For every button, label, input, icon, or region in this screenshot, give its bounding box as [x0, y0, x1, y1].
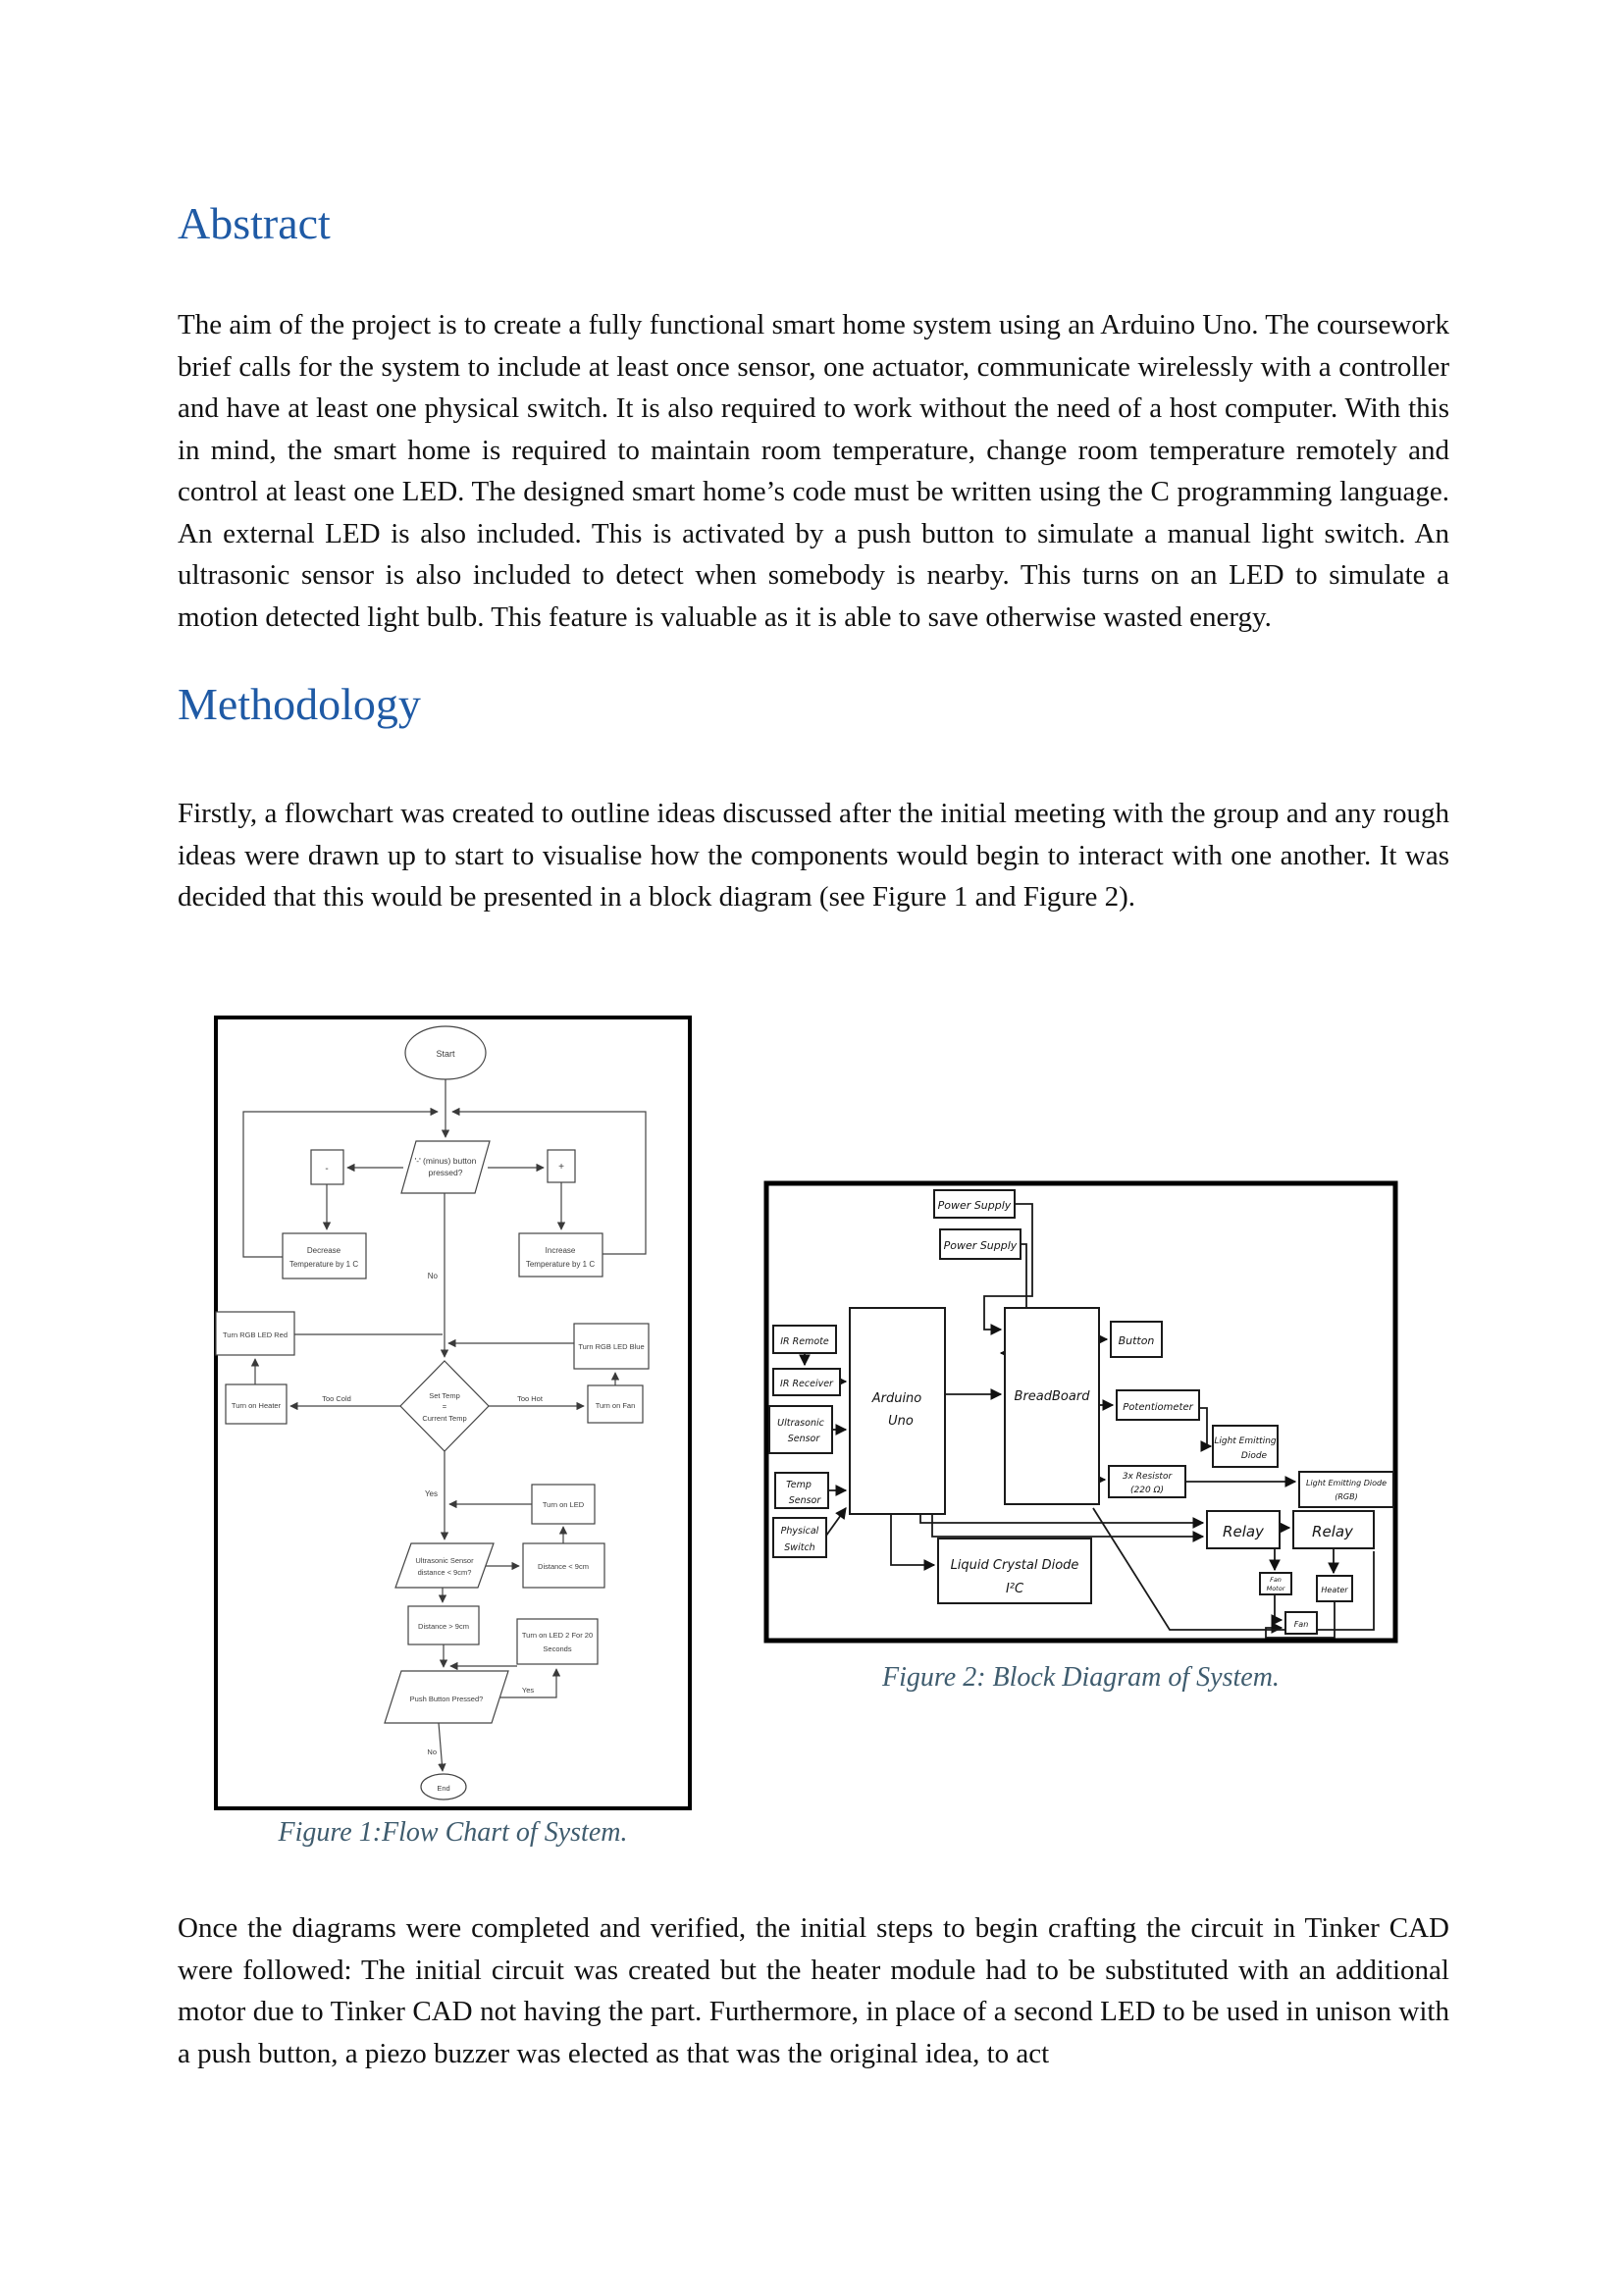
svg-text:distance < 9cm?: distance < 9cm?: [417, 1568, 472, 1577]
svg-text:Power Supply: Power Supply: [937, 1199, 1012, 1212]
blockdiagram-node-power-supply-2: [940, 1229, 1021, 1259]
blockdiagram-node-button: [1111, 1322, 1162, 1357]
blockdiagram-node-temp-sensor: [775, 1473, 828, 1508]
svg-text:Fan: Fan: [1270, 1576, 1282, 1584]
figure1-flowchart: [214, 1016, 692, 1810]
svg-text:=: =: [442, 1402, 447, 1411]
svg-text:Motor: Motor: [1266, 1585, 1285, 1592]
svg-text:Current Temp: Current Temp: [422, 1414, 467, 1423]
svg-text:Push Button Pressed?: Push Button Pressed?: [409, 1695, 484, 1703]
flowchart-label-too-cold: Too Cold: [322, 1394, 351, 1403]
svg-text:Start: Start: [436, 1049, 455, 1059]
svg-text:End: End: [437, 1784, 450, 1793]
closing-paragraph: Once the diagrams were completed and verified, the initial steps to begin crafting the circuit in Tinker CAD were followed: The initial circuit was created but the heater module had to be substituted with an additional motor due to Tinker CAD not having the part. Furthermore, in place of a second LED to be used in unison with a push button, a piezo buzzer was elected as that was the original idea, to act: [178, 1912, 1449, 2069]
svg-text:Diode: Diode: [1240, 1451, 1268, 1461]
svg-text:Potentiometer: Potentiometer: [1123, 1402, 1193, 1413]
flowchart-node-set-temp-decision: [400, 1361, 489, 1451]
flowchart-node-start: [405, 1026, 486, 1079]
svg-text:Sensor: Sensor: [787, 1434, 820, 1444]
flowchart-node-turn-on-fan: [588, 1385, 643, 1423]
svg-text:Heater: Heater: [1321, 1586, 1348, 1594]
svg-text:Relay: Relay: [1223, 1523, 1264, 1540]
flowchart-label-yes2: Yes: [521, 1686, 535, 1695]
svg-text:(220 Ω): (220 Ω): [1130, 1486, 1164, 1495]
svg-text:I²C: I²C: [1005, 1582, 1024, 1596]
svg-text:Ultrasonic Sensor: Ultrasonic Sensor: [415, 1556, 474, 1565]
svg-text:Turn on LED: Turn on LED: [542, 1500, 585, 1509]
svg-text:Turn on LED 2 For 20: Turn on LED 2 For 20: [521, 1631, 594, 1640]
flowchart-node-end: [421, 1774, 466, 1800]
flowchart-node-rgb-red: [216, 1312, 294, 1355]
svg-text:Physical: Physical: [780, 1526, 819, 1537]
flowchart-node-distance-gt: [408, 1606, 479, 1644]
svg-text:Turn on Fan: Turn on Fan: [595, 1401, 636, 1410]
svg-text:(RGB): (RGB): [1335, 1492, 1358, 1501]
blockdiagram-node-ultrasonic-sensor: [769, 1406, 832, 1453]
blockdiagram-node-physical-switch: [773, 1518, 826, 1557]
flowchart-node-rgb-blue: [574, 1324, 649, 1369]
blockdiagram-node-ir-remote: [773, 1326, 836, 1353]
flowchart-node-plus-box: [548, 1150, 575, 1182]
svg-text:'-' (minus) button: '-' (minus) button: [414, 1156, 477, 1166]
figure1-caption: Figure 1:Flow Chart of System.: [278, 1817, 628, 1848]
blockdiagram-node-heater: [1317, 1576, 1352, 1601]
blockdiagram-node-lcd-i2c: [938, 1539, 1091, 1603]
svg-text:Sensor: Sensor: [788, 1495, 821, 1506]
blockdiagram-node-potentiometer: [1117, 1390, 1199, 1420]
svg-text:Turn RGB LED Blue: Turn RGB LED Blue: [578, 1342, 645, 1351]
blockdiagram-node-arduino-uno: [850, 1308, 945, 1514]
heading-abstract: Abstract: [178, 198, 331, 248]
flowchart-label-too-hot: Too Hot: [517, 1394, 543, 1403]
svg-text:Ultrasonic: Ultrasonic: [777, 1418, 824, 1429]
blockdiagram-node-ir-receiver: [773, 1369, 840, 1395]
flowchart-node-led2-20s: [517, 1619, 598, 1664]
flowchart-node-minus-question: [401, 1141, 490, 1193]
figure2-caption: Figure 2: Block Diagram of System.: [882, 1662, 1280, 1693]
blockdiagram-node-led: [1213, 1426, 1278, 1467]
svg-text:Light Emitting: Light Emitting: [1214, 1436, 1277, 1446]
svg-text:Turn RGB LED Red: Turn RGB LED Red: [223, 1331, 288, 1339]
svg-text:Arduino: Arduino: [871, 1391, 922, 1406]
svg-text:Switch: Switch: [784, 1542, 815, 1553]
blockdiagram-node-fan-motor: [1260, 1573, 1291, 1594]
svg-text:3x Resistor: 3x Resistor: [1122, 1472, 1173, 1482]
blockdiagram-node-relay-2: [1293, 1511, 1374, 1548]
abstract-paragraph: The aim of the project is to create a fully functional smart home system using an Arduino Uno. The coursework brief calls for the system to include at least once sensor, one actuator, communicate wirelessly with a controller and have at least one physical switch. It is also required to work without the need of a host computer. With this in mind, the smart home is required to maintain room temperature, change room temperature remotely and control at least one LED. The designed smart home’s code must be written using the C programming language. An external LED is also included. This is activated by a push button to simulate a manual light switch. An ultrasonic sensor is also included to detect when somebody is nearby. This turns on an LED to simulate a motion detected light bulb. This feature is valuable as it is able to save otherwise wasted energy.: [178, 309, 1449, 633]
svg-text:Temperature by 1 C: Temperature by 1 C: [525, 1260, 596, 1269]
svg-text:Increase: Increase: [545, 1246, 576, 1255]
flowchart-label-yes: Yes: [424, 1489, 438, 1498]
svg-text:Seconds: Seconds: [543, 1644, 572, 1653]
svg-text:Decrease: Decrease: [306, 1246, 341, 1255]
svg-text:Temperature by 1 C: Temperature by 1 C: [288, 1260, 359, 1269]
svg-text:Power Supply: Power Supply: [943, 1239, 1018, 1252]
svg-text:-: -: [325, 1164, 329, 1174]
svg-text:Distance > 9cm: Distance > 9cm: [418, 1622, 469, 1631]
flowchart-node-turn-on-led: [532, 1485, 595, 1524]
svg-text:Set Temp: Set Temp: [429, 1391, 460, 1400]
blockdiagram-node-breadboard: [1005, 1308, 1099, 1504]
svg-text:Light Emitting Diode: Light Emitting Diode: [1305, 1479, 1388, 1487]
flowchart-node-distance-lt: [523, 1543, 604, 1588]
flowchart-node-decrease-temp: [283, 1233, 366, 1278]
flowchart-node-increase-temp: [519, 1233, 602, 1277]
svg-text:Relay: Relay: [1312, 1523, 1353, 1540]
methodology-paragraph: Firstly, a flowchart was created to outline ideas discussed after the initial meeting with the group and any rough ideas were drawn up to start to visualise how the components would begin to interact with one another. It was decided that this would be presented in a block diagram (see Figure 1 and Figure 2).: [178, 798, 1449, 913]
heading-methodology: Methodology: [178, 679, 421, 729]
blockdiagram-node-led-rgb: [1299, 1472, 1393, 1507]
flowchart-node-turn-on-heater: [226, 1384, 287, 1424]
svg-text:BreadBoard: BreadBoard: [1014, 1389, 1090, 1404]
blockdiagram-node-fan: [1285, 1612, 1317, 1634]
blockdiagram-node-resistor: [1109, 1466, 1185, 1497]
svg-text:IR Receiver: IR Receiver: [780, 1379, 833, 1389]
svg-text:Button: Button: [1118, 1334, 1155, 1347]
flowchart-node-ultrasonic-check: [395, 1543, 494, 1588]
svg-text:Turn on Heater: Turn on Heater: [231, 1401, 282, 1410]
svg-text:IR Remote: IR Remote: [780, 1336, 829, 1347]
flowchart-label-no: No: [427, 1272, 438, 1280]
svg-text:+: +: [558, 1162, 564, 1173]
blockdiagram-node-power-supply-1: [934, 1190, 1015, 1218]
svg-text:Fan: Fan: [1293, 1620, 1309, 1629]
figure2-block-diagram: [763, 1180, 1398, 1644]
flowchart-label-no2: No: [427, 1748, 437, 1756]
flowchart-node-minus-box: [311, 1150, 343, 1184]
svg-text:pressed?: pressed?: [428, 1168, 463, 1177]
svg-text:Temp: Temp: [786, 1480, 812, 1490]
svg-text:Uno: Uno: [888, 1414, 914, 1429]
flowchart-node-push-button: [385, 1671, 508, 1723]
svg-text:Liquid Crystal Diode: Liquid Crystal Diode: [950, 1558, 1079, 1573]
blockdiagram-node-relay-1: [1207, 1511, 1280, 1548]
svg-text:Distance < 9cm: Distance < 9cm: [538, 1562, 589, 1571]
